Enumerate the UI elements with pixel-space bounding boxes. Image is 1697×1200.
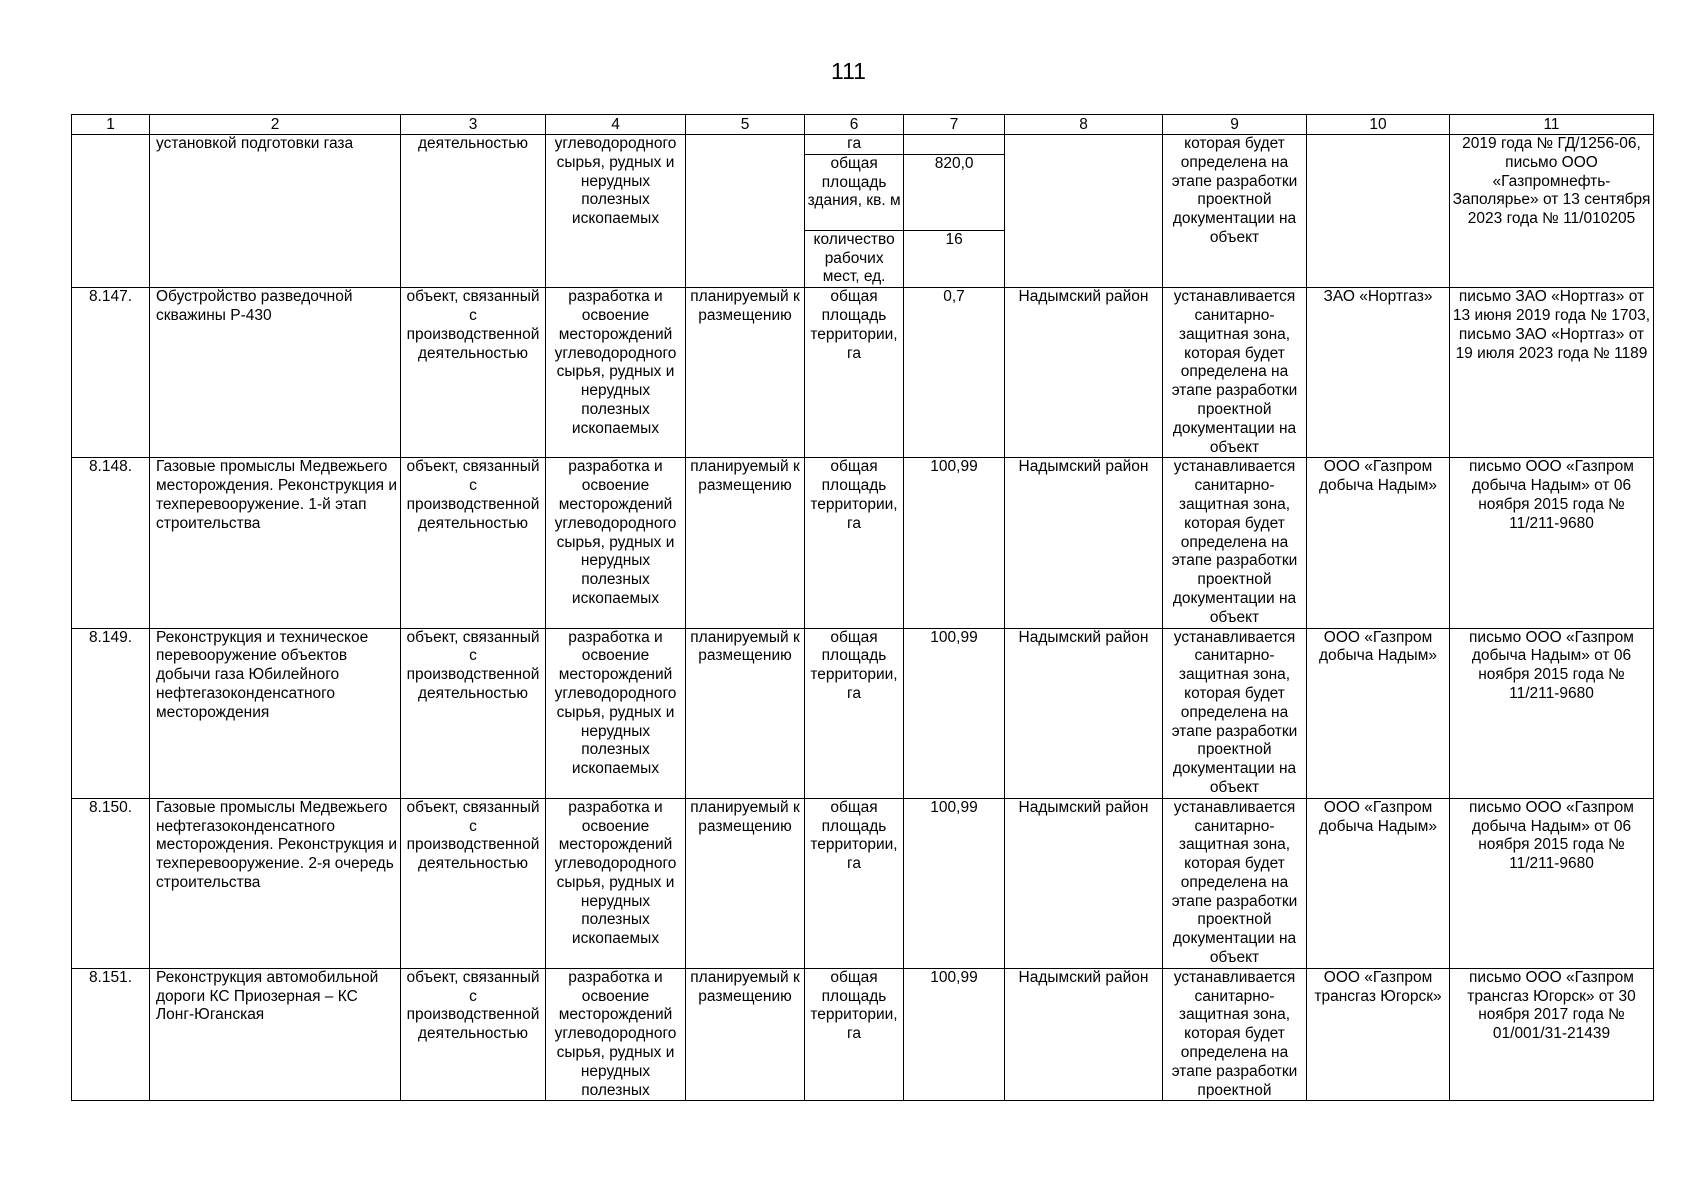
cell-num: 8.150.: [72, 798, 150, 968]
cell-zone: устанавливается санитарно-защитная зона, которая будет определена на этапе разработки проектной документации на объект: [1163, 798, 1307, 968]
cell-location: Надымский район: [1005, 798, 1163, 968]
cell-param: общая площадь территории, га: [805, 458, 904, 628]
page-number: 111: [831, 58, 866, 84]
cell-num: [72, 135, 150, 288]
cell-location: Надымский район: [1005, 968, 1163, 1101]
document-table: [71, 114, 1654, 1101]
header-cell: 2: [150, 115, 401, 135]
cell-param: общая площадь территории, га: [805, 288, 904, 458]
table-row: [72, 458, 1654, 628]
cell-basis: письмо ООО «Газпром добыча Надым» от 06 ноября 2015 года № 11/211-9680: [1450, 798, 1654, 968]
cell-num: 8.147.: [72, 288, 150, 458]
cell-value: 0,7: [904, 288, 1005, 458]
cell-type: объект, связанный с производственной деятельностью: [401, 288, 546, 458]
cell-zone: которая будет определена на этапе разработки проектной документации на объект: [1163, 135, 1307, 288]
cell-params: [805, 135, 1005, 288]
cell-purpose: разработка и освоение месторождений углеводородного сырья, рудных и нерудных полезных ископаемых: [546, 288, 686, 458]
cell-zone: устанавливается санитарно-защитная зона, которая будет определена на этапе разработки проектной документации на объект: [1163, 458, 1307, 628]
cell-zone: устанавливается санитарно-защитная зона, которая будет определена на этапе разработки проектной документации на объект: [1163, 628, 1307, 798]
param-label: количество рабочих мест, ед.: [805, 230, 904, 287]
header-cell: 9: [1163, 115, 1307, 135]
cell-basis: письмо ЗАО «Нортгаз» от 13 июня 2019 года № 1703, письмо ЗАО «Нортгаз» от 19 июля 2023 года № 1189: [1450, 288, 1654, 458]
cell-value: 100,99: [904, 628, 1005, 798]
cell-org: ООО «Газпром добыча Надым»: [1307, 628, 1450, 798]
table-row: [72, 288, 1654, 458]
cell-name: установкой подготовки газа: [150, 135, 401, 288]
cell-type: деятельностью: [401, 135, 546, 288]
cell-name: Реконструкция и техническое перевооружение объектов добычи газа Юбилейного нефтегазоконденсатного месторождения: [150, 628, 401, 798]
header-cell: 7: [904, 115, 1005, 135]
cell-purpose: разработка и освоение месторождений углеводородного сырья, рудных и нерудных полезных ископаемых: [546, 628, 686, 798]
cell-location: Надымский район: [1005, 458, 1163, 628]
table-row: [72, 968, 1654, 1101]
params-subtable: [805, 135, 1004, 287]
cell-status: планируемый к размещению: [686, 288, 805, 458]
cell-num: 8.149.: [72, 628, 150, 798]
cell-value: 100,99: [904, 968, 1005, 1101]
table-row-continuation: [72, 135, 1654, 288]
cell-basis: 2019 года № ГД/1256-06, письмо ООО «Газпромнефть-Заполярье» от 13 сентября 2023 года № 11/010205: [1450, 135, 1654, 288]
param-value: 16: [945, 230, 963, 248]
cell-org: ООО «Газпром добыча Надым»: [1307, 458, 1450, 628]
cell-org: [1307, 135, 1450, 288]
cell-basis: письмо ООО «Газпром добыча Надым» от 06 ноября 2015 года № 11/211-9680: [1450, 628, 1654, 798]
cell-org: ООО «Газпром трансгаз Югорск»: [1307, 968, 1450, 1101]
cell-org: ЗАО «Нортгаз»: [1307, 288, 1450, 458]
cell-location: Надымский район: [1005, 288, 1163, 458]
cell-value: 100,99: [904, 798, 1005, 968]
param-label: общая площадь здания, кв. м: [805, 154, 904, 230]
cell-basis: письмо ООО «Газпром добыча Надым» от 06 ноября 2015 года № 11/211-9680: [1450, 458, 1654, 628]
cell-name: Газовые промыслы Медвежьего нефтегазоконденсатного месторождения. Реконструкция и техперевооружение. 2-я очередь строительства: [150, 798, 401, 968]
cell-status: [686, 135, 805, 288]
cell-name: Реконструкция автомобильной дороги КС Приозерная – КС Лонг-Юганская: [150, 968, 401, 1101]
header-cell: 4: [546, 115, 686, 135]
cell-zone: устанавливается санитарно-защитная зона, которая будет определена на этапе разработки проектной документации на объект: [1163, 288, 1307, 458]
cell-num: 8.148.: [72, 458, 150, 628]
param-value: [904, 135, 1004, 154]
cell-param: общая площадь территории, га: [805, 798, 904, 968]
header-cell: 10: [1307, 115, 1450, 135]
cell-status: планируемый к размещению: [686, 628, 805, 798]
cell-basis: письмо ООО «Газпром трансгаз Югорск» от 30 ноября 2017 года № 01/001/31-21439: [1450, 968, 1654, 1101]
header-cell: 11: [1450, 115, 1654, 135]
cell-status: планируемый к размещению: [686, 798, 805, 968]
cell-param: общая площадь территории, га: [805, 968, 904, 1101]
cell-name: Обустройство разведочной скважины Р-430: [150, 288, 401, 458]
table-row: [72, 628, 1654, 798]
header-cell: 1: [72, 115, 150, 135]
param-value: 820,0: [904, 154, 1004, 230]
cell-type: объект, связанный с производственной деятельностью: [401, 968, 546, 1101]
cell-location: Надымский район: [1005, 628, 1163, 798]
cell-zone: устанавливается санитарно-защитная зона, которая будет определена на этапе разработки проектной: [1163, 968, 1307, 1101]
header-row: [72, 115, 1654, 135]
cell-type: объект, связанный с производственной деятельностью: [401, 798, 546, 968]
cell-purpose: разработка и освоение месторождений углеводородного сырья, рудных и нерудных полезных: [546, 968, 686, 1101]
cell-purpose: разработка и освоение месторождений углеводородного сырья, рудных и нерудных полезных ископаемых: [546, 798, 686, 968]
cell-org: ООО «Газпром добыча Надым»: [1307, 798, 1450, 968]
cell-location: [1005, 135, 1163, 288]
cell-purpose: углеводородного сырья, рудных и нерудных полезных ископаемых: [546, 135, 686, 288]
header-cell: 8: [1005, 115, 1163, 135]
header-cell: 5: [686, 115, 805, 135]
cell-type: объект, связанный с производственной деятельностью: [401, 628, 546, 798]
cell-purpose: разработка и освоение месторождений углеводородного сырья, рудных и нерудных полезных ископаемых: [546, 458, 686, 628]
header-cell: 6: [805, 115, 904, 135]
cell-num: 8.151.: [72, 968, 150, 1101]
header-cell: 3: [401, 115, 546, 135]
cell-name: Газовые промыслы Медвежьего месторождения. Реконструкция и техперевооружение. 1-й этап строительства: [150, 458, 401, 628]
cell-status: планируемый к размещению: [686, 968, 805, 1101]
cell-value: 100,99: [904, 458, 1005, 628]
cell-status: планируемый к размещению: [686, 458, 805, 628]
param-label: га: [805, 135, 904, 154]
table-row: [72, 798, 1654, 968]
cell-param: общая площадь территории, га: [805, 628, 904, 798]
cell-type: объект, связанный с производственной деятельностью: [401, 458, 546, 628]
